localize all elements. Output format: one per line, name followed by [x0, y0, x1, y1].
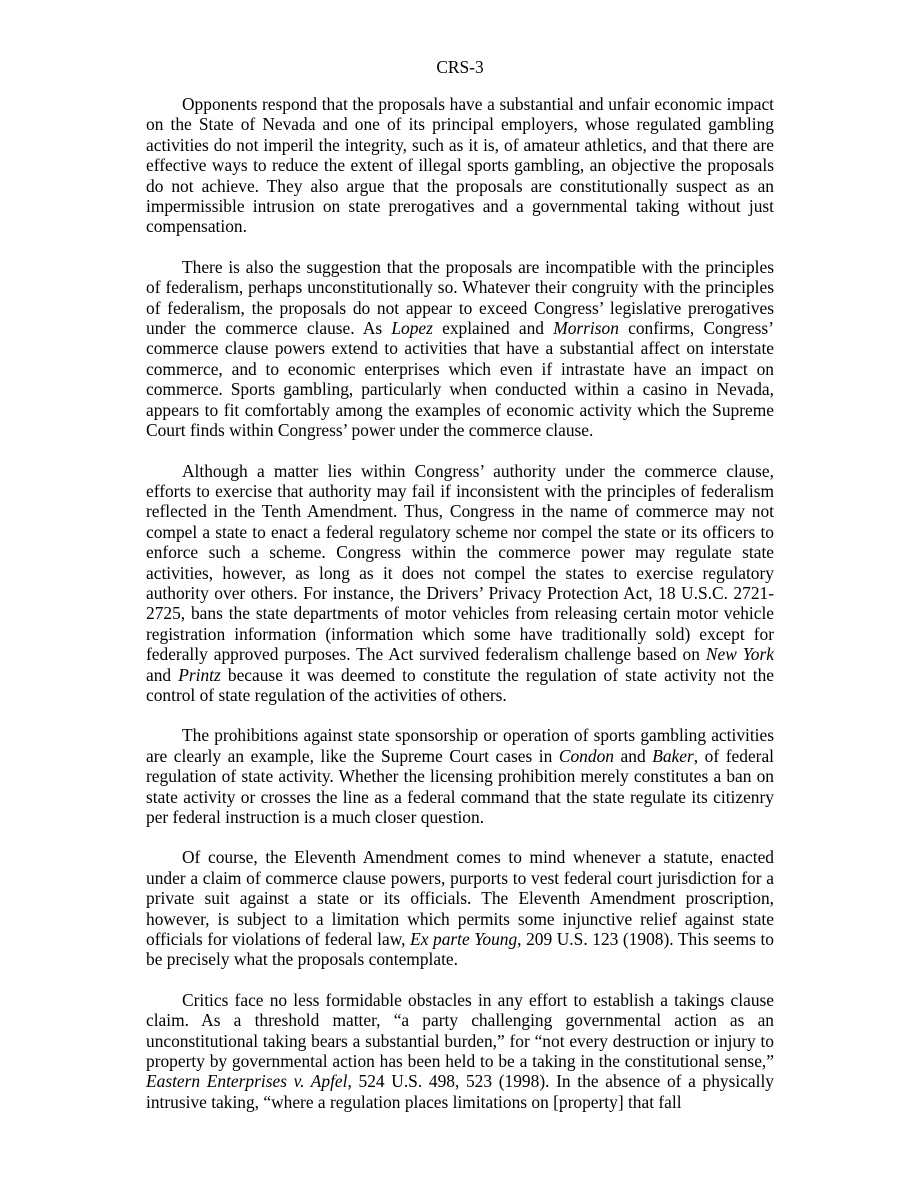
body-paragraph — [146, 94, 774, 237]
body-paragraph — [146, 990, 774, 1112]
body-paragraph — [146, 257, 774, 441]
case-citation: Morrison — [553, 318, 619, 339]
paragraph-text: and — [613, 745, 653, 766]
case-citation: New York — [705, 644, 774, 665]
document-body — [146, 94, 774, 1132]
paragraph-text: The prohibitions against state sponsorship or operation of sports gambling activities are clearly an example, like the Supreme Court cases in — [146, 725, 774, 766]
paragraph-text: , of federal regulation of state activity. Whether the licensing prohibition merely constitutes a ban on state activity or crosses the line as a federal command that the state regulate its citizenry per federal instruction is a much closer question. — [146, 745, 775, 827]
paragraph-text: Of course, the Eleventh Amendment comes to mind whenever a statute, enacted under a claim of commerce clause powers, purports to vest federal court jurisdiction for a private suit against a state or its officials. The Eleventh Amendment proscription, however, is subject to a limitation which permits some injunctive relief against state officials for violations of federal law, — [146, 847, 774, 950]
paragraph-text: Opponents respond that the proposals have a substantial and unfair economic impact on the State of Nevada and one of its principal employers, whose regulated gambling activities do not imperil the integrity, such as it is, of amateur athletics, and that there are effective ways to reduce the extent of illegal sports gambling, an objective the proposals do not achieve. They also argue that the proposals are constitutionally suspect as an impermissible intrusion on state prerogatives and a governmental taking without just compensation. — [146, 94, 774, 237]
case-citation: Eastern Enterprises v. Apfel — [146, 1071, 348, 1092]
paragraph-text: , 524 U.S. 498, 523 (1998). In the absence of a physically intrusive taking, “where a regulation places limitations on [property] that fall — [146, 1071, 774, 1112]
body-paragraph — [146, 461, 774, 706]
case-citation: Ex parte Young — [410, 929, 518, 950]
paragraph-text: There is also the suggestion that the proposals are incompatible with the principles of federalism, perhaps unconstitutionally so. Whatever their congruity with the principles of federalism, the proposals do not appear to exceed Congress’ legislative prerogatives under the commerce clause. As — [146, 256, 774, 339]
body-paragraph — [146, 847, 774, 969]
case-citation: Lopez — [391, 318, 433, 339]
case-citation: Printz — [178, 664, 221, 685]
case-citation: Condon — [558, 745, 614, 766]
paragraph-text: , 209 U.S. 123 (1908). This seems to be precisely what the proposals contemplate. — [146, 929, 774, 970]
case-citation: Baker — [652, 745, 694, 766]
paragraph-text: confirms, Congress’ commerce clause powers extend to activities that have a substantial affect on interstate commerce, and to economic enterprises which even if intrastate have an impact on commerce. Sports gambling, particularly when conducted within a casino in Nevada, appears to fit comfortably among the examples of economic activity which the Supreme Court finds within Congress’ power under the commerce clause. — [146, 318, 774, 441]
paragraph-text: Critics face no less formidable obstacles in any effort to establish a takings clause claim. As a threshold matter, “a party challenging governmental action as an unconstitutional taking bears a substantial burden,” for “not every destruction or injury to property by governmental action has been held to be a taking in the constitutional sense,” — [146, 989, 774, 1072]
body-paragraph — [146, 725, 774, 827]
paragraph-text: and — [146, 664, 179, 685]
paragraph-text: explained and — [432, 318, 554, 339]
page-header: CRS-3 — [436, 57, 484, 77]
paragraph-text: Although a matter lies within Congress’ authority under the commerce clause, efforts to exercise that authority may fail if inconsistent with the principles of federalism reflected in the Tenth Amendment. Thus, Congress in the name of commerce may not compel a state to enact a federal regulatory scheme nor compel the state or its officers to enforce such a scheme. Congress within the commerce power may regulate state activities, however, as long as it does not compel the states to exercise regulatory authority over others. For instance, the Drivers’ Privacy Protection Act, 18 U.S.C. 2721-2725, bans the state departments of motor vehicles from releasing certain motor vehicle registration information (information which some have traditionally sold) except for federally approved purposes. The Act survived federalism challenge based on — [146, 460, 774, 665]
paragraph-text: because it was deemed to constitute the regulation of state activity not the control of state regulation of the activities of others. — [146, 664, 774, 705]
